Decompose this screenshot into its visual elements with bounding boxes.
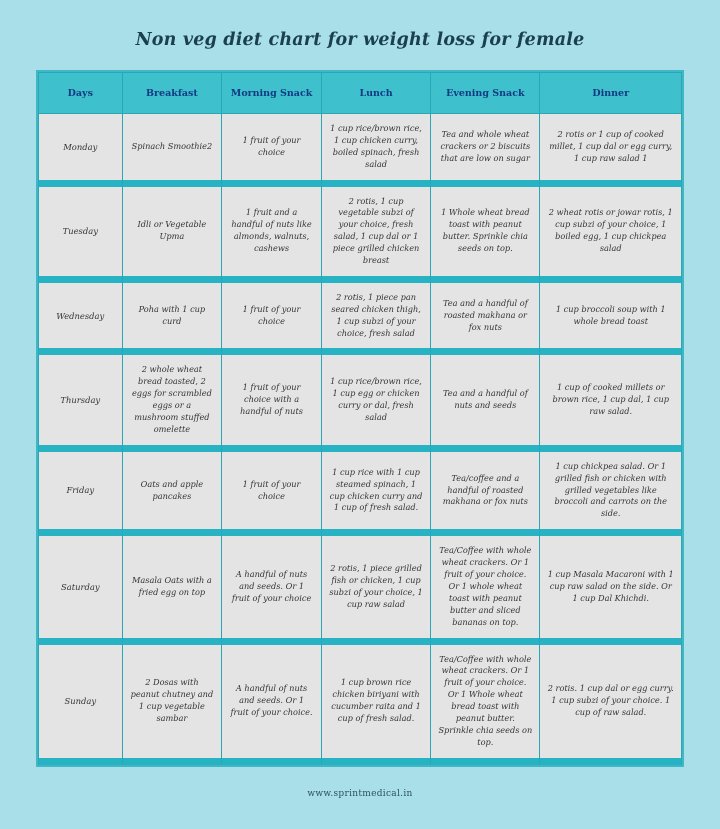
cell-breakfast: Spinach Smoothie2	[122, 114, 222, 180]
row-divider	[39, 180, 682, 187]
cell-morning-snack: 1 fruit of your choice	[222, 114, 322, 180]
table-row	[39, 645, 682, 758]
cell-lunch: 1 cup rice with 1 cup steamed spinach, 1 cup chicken curry and 1 cup of fresh salad.	[321, 452, 430, 529]
cell-morning-snack: 1 fruit of your choice with a handful of nuts	[222, 355, 322, 444]
cell-evening-snack: Tea and a handful of nuts and seeds	[431, 355, 540, 444]
cell-evening-snack: Tea and a handful of roasted makhana or fox nuts	[431, 283, 540, 349]
cell-day: Friday	[39, 452, 123, 529]
cell-lunch: 2 rotis, 1 piece grilled fish or chicken, 1 cup subzi of your choice, 1 cup raw salad	[321, 536, 430, 637]
cell-evening-snack: Tea and whole wheat crackers or 2 biscuits that are low on sugar	[431, 114, 540, 180]
column-header-morning-snack: Morning Snack	[222, 73, 322, 114]
cell-dinner: 1 cup chickpea salad. Or 1 grilled fish or chicken with grilled vegetables like broccoli and carrots on the side.	[540, 452, 682, 529]
source-url: www.sprintmedical.in	[307, 788, 413, 799]
diet-table-container	[36, 70, 684, 767]
cell-lunch: 2 rotis, 1 cup vegetable subzi of your choice, fresh salad, 1 cup dal or 1 piece grilled chicken breast	[321, 187, 430, 276]
cell-morning-snack: A handful of nuts and seeds. Or 1 fruit of your choice	[222, 536, 322, 637]
page-title: Non veg diet chart for weight loss for female	[135, 30, 585, 50]
cell-evening-snack: Tea/Coffee with whole wheat crackers. Or 1 fruit of your choice. Or 1 Whole wheat bread toast with peanut butter. Sprinkle chia seeds on top.	[431, 645, 540, 758]
row-divider	[39, 445, 682, 452]
row-divider	[39, 276, 682, 283]
cell-dinner: 1 cup Masala Macaroni with 1 cup raw salad on the side. Or 1 cup Dal Khichdi.	[540, 536, 682, 637]
column-header-days: Days	[39, 73, 123, 114]
row-divider	[39, 348, 682, 355]
row-divider	[39, 529, 682, 536]
cell-breakfast: Poha with 1 cup curd	[122, 283, 222, 349]
cell-day: Monday	[39, 114, 123, 180]
cell-breakfast: Oats and apple pancakes	[122, 452, 222, 529]
table-row	[39, 355, 682, 444]
table-header-row	[39, 73, 682, 114]
column-header-evening-snack: Evening Snack	[431, 73, 540, 114]
cell-breakfast: Idli or Vegetable Upma	[122, 187, 222, 276]
cell-day: Sunday	[39, 645, 123, 758]
table-row	[39, 452, 682, 529]
cell-day: Wednesday	[39, 283, 123, 349]
cell-dinner: 2 wheat rotis or jowar rotis, 1 cup subzi of your choice, 1 boiled egg, 1 cup chickpea salad	[540, 187, 682, 276]
column-header-breakfast: Breakfast	[122, 73, 222, 114]
cell-dinner: 1 cup broccoli soup with 1 whole bread toast	[540, 283, 682, 349]
cell-breakfast: 2 Dosas with peanut chutney and 1 cup vegetable sambar	[122, 645, 222, 758]
diet-table	[38, 72, 682, 765]
cell-dinner: 2 rotis or 1 cup of cooked millet, 1 cup dal or egg curry, 1 cup raw salad 1	[540, 114, 682, 180]
cell-lunch: 2 rotis, 1 piece pan seared chicken thigh, 1 cup subzi of your choice, fresh salad	[321, 283, 430, 349]
cell-morning-snack: 1 fruit of your choice	[222, 452, 322, 529]
column-header-dinner: Dinner	[540, 73, 682, 114]
cell-day: Tuesday	[39, 187, 123, 276]
cell-lunch: 1 cup rice/brown rice, 1 cup egg or chicken curry or dal, fresh salad	[321, 355, 430, 444]
column-header-lunch: Lunch	[321, 73, 430, 114]
cell-evening-snack: Tea/coffee and a handful of roasted makhana or fox nuts	[431, 452, 540, 529]
cell-lunch: 1 cup brown rice chicken biriyani with cucumber raita and 1 cup of fresh salad.	[321, 645, 430, 758]
cell-morning-snack: 1 fruit and a handful of nuts like almonds, walnuts, cashews	[222, 187, 322, 276]
table-row	[39, 114, 682, 180]
cell-dinner: 1 cup of cooked millets or brown rice, 1 cup dal, 1 cup raw salad.	[540, 355, 682, 444]
cell-breakfast: 2 whole wheat bread toasted, 2 eggs for scrambled eggs or a mushroom stuffed omelette	[122, 355, 222, 444]
cell-morning-snack: 1 fruit of your choice	[222, 283, 322, 349]
cell-evening-snack: 1 Whole wheat bread toast with peanut butter. Sprinkle chia seeds on top.	[431, 187, 540, 276]
cell-morning-snack: A handful of nuts and seeds. Or 1 fruit of your choice.	[222, 645, 322, 758]
cell-day: Saturday	[39, 536, 123, 637]
cell-dinner: 2 rotis. 1 cup dal or egg curry. 1 cup subzi of your choice. 1 cup of raw salad.	[540, 645, 682, 758]
row-divider	[39, 758, 682, 765]
table-row	[39, 536, 682, 637]
cell-breakfast: Masala Oats with a fried egg on top	[122, 536, 222, 637]
table-row	[39, 187, 682, 276]
cell-evening-snack: Tea/Coffee with whole wheat crackers. Or 1 fruit of your choice. Or 1 whole wheat toast with peanut butter and sliced bananas on top.	[431, 536, 540, 637]
table-row	[39, 283, 682, 349]
cell-lunch: 1 cup rice/brown rice, 1 cup chicken curry, boiled spinach, fresh salad	[321, 114, 430, 180]
row-divider	[39, 638, 682, 645]
cell-day: Thursday	[39, 355, 123, 444]
